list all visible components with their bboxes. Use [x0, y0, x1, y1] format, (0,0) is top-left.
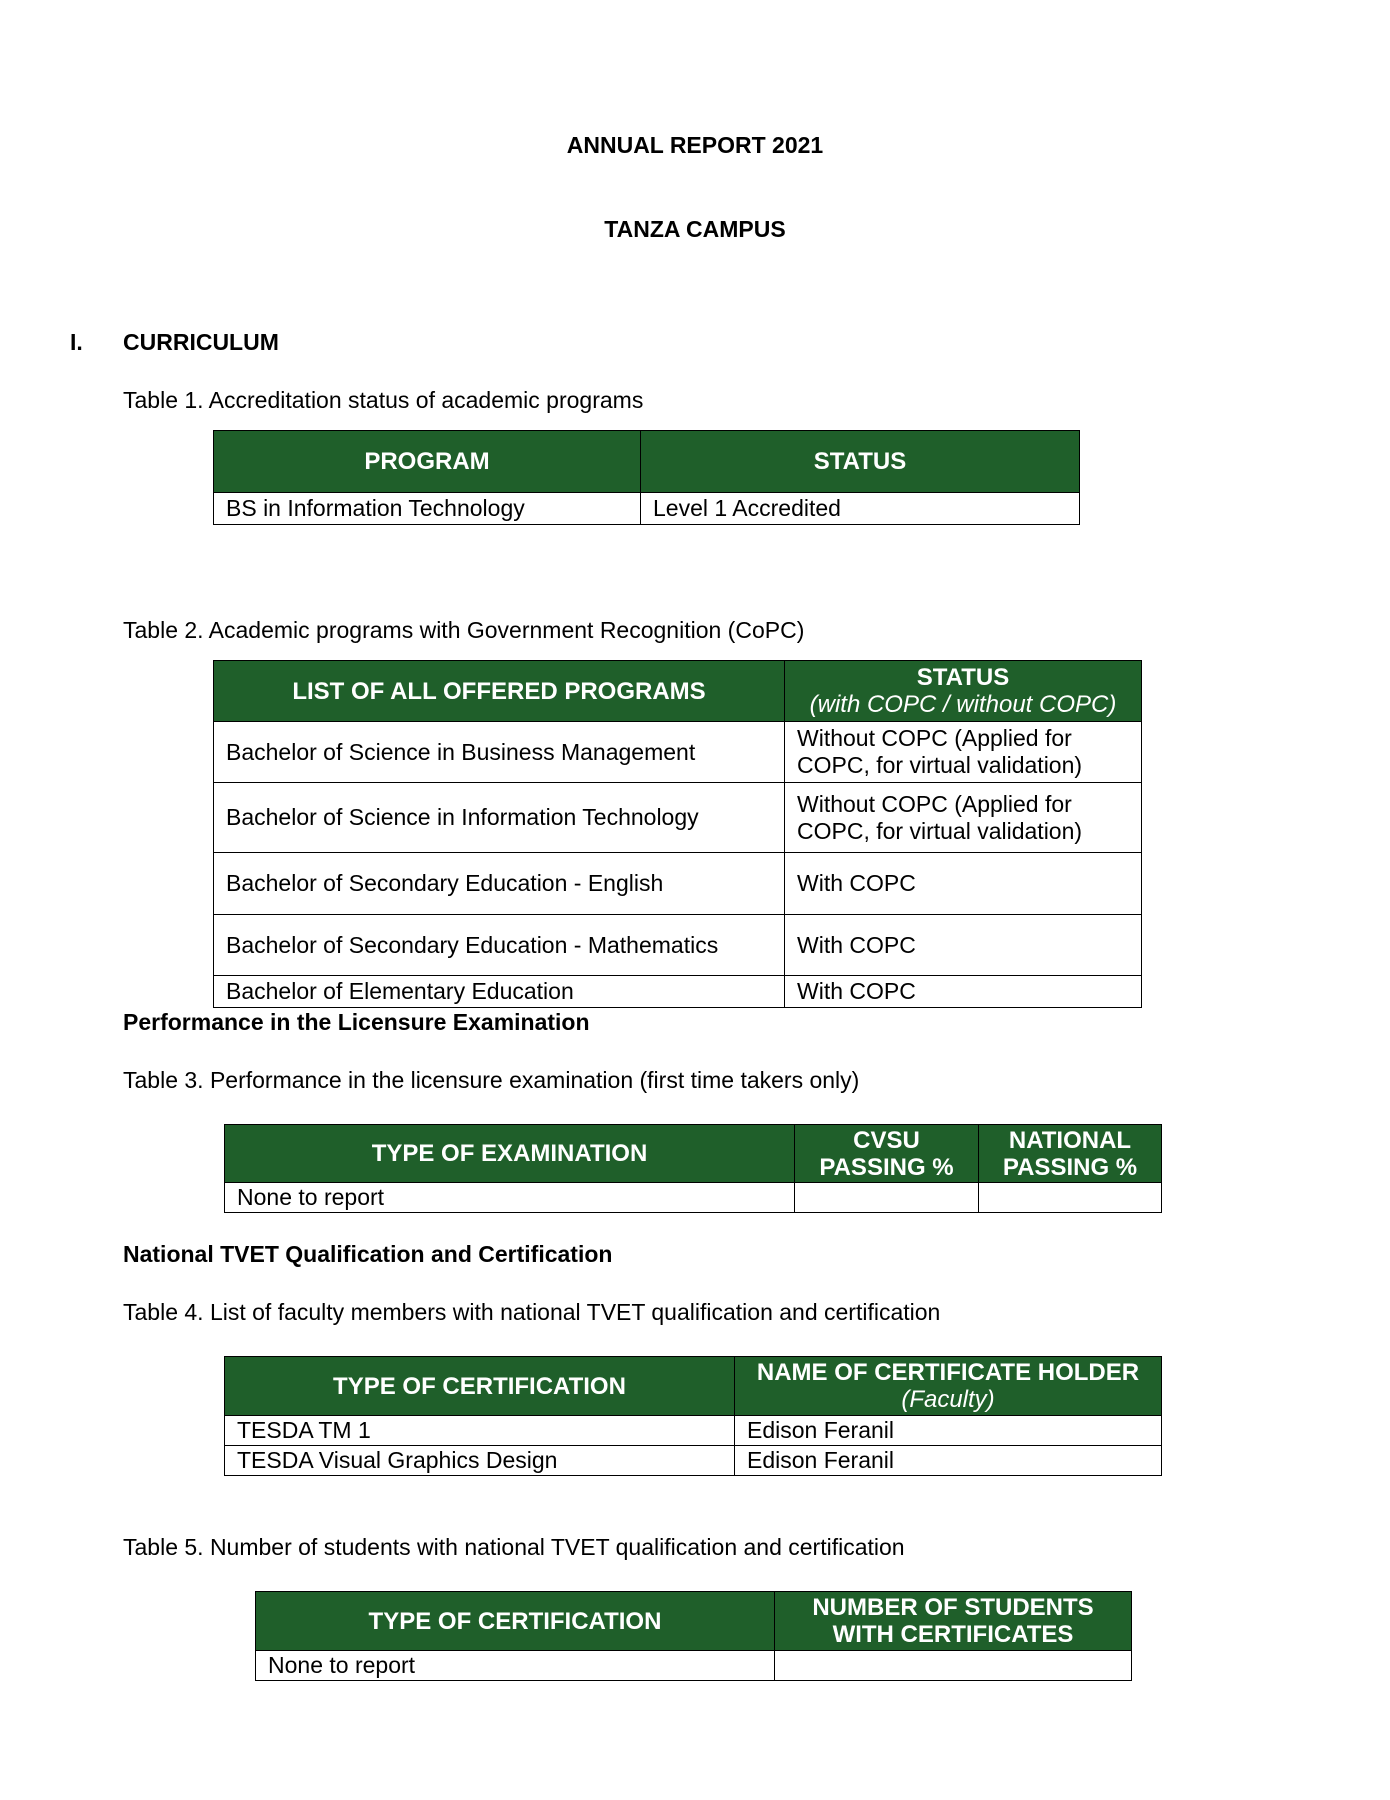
table5-header-count: NUMBER OF STUDENTS WITH CERTIFICATES: [775, 1592, 1132, 1651]
table2-cell-program: Bachelor of Secondary Education - English: [214, 853, 785, 915]
table4: [224, 1356, 1162, 1476]
table2-cell-status: Without COPC (Applied for COPC, for virtual validation): [785, 722, 1142, 783]
table4-header-row: [225, 1357, 1162, 1416]
table5: [255, 1591, 1132, 1681]
table1-header-program: PROGRAM: [214, 431, 641, 493]
tvet-heading: National TVET Qualification and Certification: [123, 1241, 613, 1267]
table5-cell-count: [775, 1651, 1132, 1681]
table4-cell-type: TESDA TM 1: [225, 1416, 735, 1446]
table2-cell-program: Bachelor of Elementary Education: [214, 976, 785, 1008]
table-row: [225, 1446, 1162, 1476]
table2-cell-program: Bachelor of Science in Business Management: [214, 722, 785, 783]
table3-cell-exam-type: None to report: [225, 1183, 795, 1213]
table2-header-status: [785, 661, 1142, 722]
table2-header-status-sub: (with COPC / without COPC): [809, 691, 1117, 718]
table2-cell-status: With COPC: [785, 976, 1142, 1008]
table-row: [256, 1651, 1132, 1681]
campus-title: TANZA CAMPUS: [604, 216, 786, 242]
table2-header-status-label: STATUS: [916, 664, 1010, 691]
table-row: [214, 722, 1142, 783]
table2: [213, 660, 1142, 1008]
table3-header-exam-type: TYPE OF EXAMINATION: [225, 1125, 795, 1183]
table3-caption: Table 3. Performance in the licensure examination (first time takers only): [123, 1067, 860, 1093]
table-row: [214, 853, 1142, 915]
table-row: [214, 976, 1142, 1008]
report-title: ANNUAL REPORT 2021: [566, 132, 824, 158]
table1-caption: Table 1. Accreditation status of academic programs: [123, 387, 644, 413]
table-row: [225, 1183, 1162, 1213]
table1-header-row: [214, 431, 1080, 493]
table-row: [214, 915, 1142, 976]
section-number: I.: [70, 329, 83, 355]
table3-header-cvsu-passing: CVSU PASSING %: [795, 1125, 979, 1183]
table-row: [225, 1416, 1162, 1446]
table3-header-national-passing: NATIONAL PASSING %: [979, 1125, 1162, 1183]
table2-caption: Table 2. Academic programs with Government Recognition (CoPC): [123, 617, 805, 643]
table2-header-program: LIST OF ALL OFFERED PROGRAMS: [214, 661, 785, 722]
table3-cell-cvsu-passing: [795, 1183, 979, 1213]
table3-header-row: [225, 1125, 1162, 1183]
table4-cell-holder: Edison Feranil: [735, 1446, 1162, 1476]
table4-header-holder-label: NAME OF CERTIFICATE HOLDER: [756, 1359, 1140, 1386]
table5-header-type: TYPE OF CERTIFICATION: [256, 1592, 775, 1651]
table3: [224, 1124, 1162, 1213]
table4-header-holder-sub: (Faculty): [901, 1386, 995, 1413]
table2-cell-status: With COPC: [785, 915, 1142, 976]
table1-cell-program: BS in Information Technology: [214, 493, 641, 525]
table-row: [214, 493, 1080, 525]
table-row: [214, 783, 1142, 853]
table3-cell-national-passing: [979, 1183, 1162, 1213]
table5-cell-type: None to report: [256, 1651, 775, 1681]
table4-cell-type: TESDA Visual Graphics Design: [225, 1446, 735, 1476]
table5-caption: Table 5. Number of students with national TVET qualification and certification: [123, 1534, 905, 1560]
table2-cell-status: Without COPC (Applied for COPC, for virtual validation): [785, 783, 1142, 853]
licensure-heading: Performance in the Licensure Examination: [123, 1009, 590, 1035]
table2-cell-program: Bachelor of Science in Information Technology: [214, 783, 785, 853]
table5-header-row: [256, 1592, 1132, 1651]
section-title: CURRICULUM: [123, 329, 279, 355]
table4-cell-holder: Edison Feranil: [735, 1416, 1162, 1446]
table1-header-status: STATUS: [641, 431, 1080, 493]
table1-cell-status: Level 1 Accredited: [641, 493, 1080, 525]
table4-header-holder: [735, 1357, 1162, 1416]
table2-cell-program: Bachelor of Secondary Education - Mathematics: [214, 915, 785, 976]
table1: [213, 430, 1080, 525]
table2-header-row: [214, 661, 1142, 722]
table4-caption: Table 4. List of faculty members with national TVET qualification and certification: [123, 1299, 941, 1325]
table4-header-type: TYPE OF CERTIFICATION: [225, 1357, 735, 1416]
table2-cell-status: With COPC: [785, 853, 1142, 915]
